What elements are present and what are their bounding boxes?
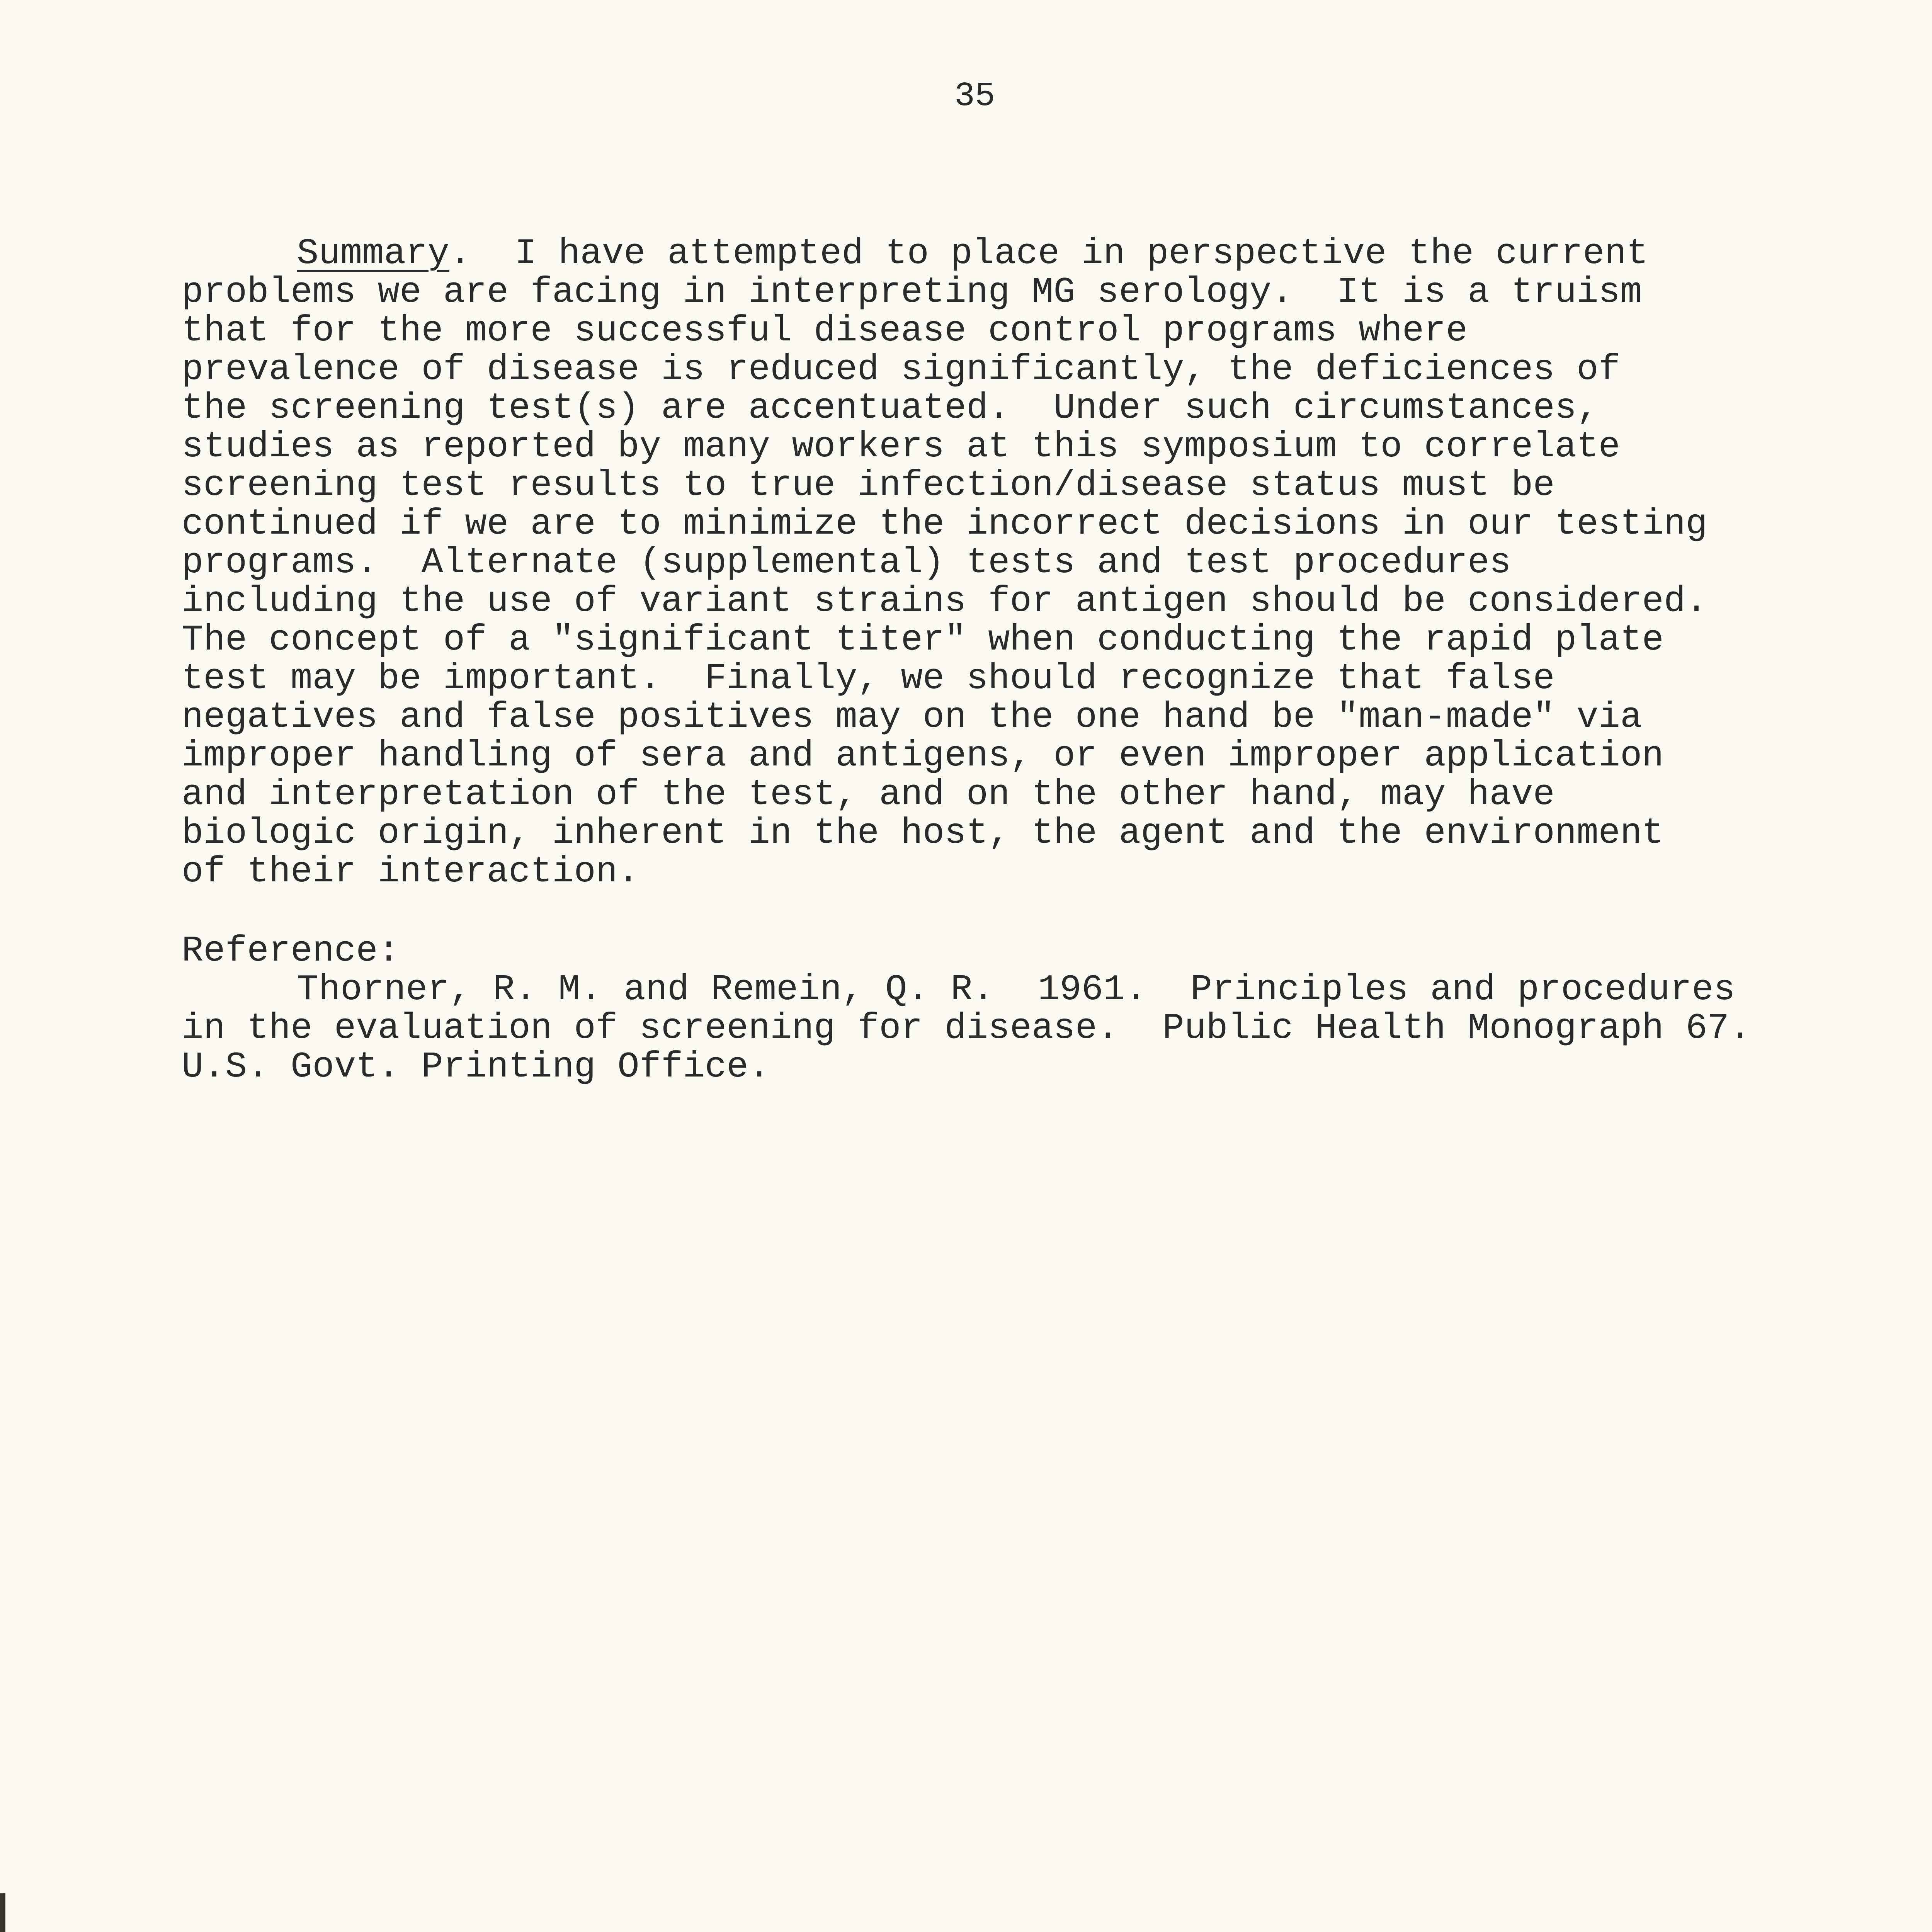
summary-heading: Summary (297, 233, 449, 274)
summary-line: continued if we are to minimize the incorrect decisions in our testing (182, 504, 1708, 545)
summary-line: The concept of a "significant titer" when conducting the rapid plate (182, 620, 1664, 661)
reference-line: Thorner, R. M. and Remein, Q. R. 1961. Principles and procedures (297, 969, 1736, 1010)
summary-line: biologic origin, inherent in the host, the agent and the environment (182, 813, 1664, 854)
summary-line: and interpretation of the test, and on the other hand, may have (182, 774, 1555, 815)
reference-heading: Reference: (182, 931, 400, 972)
summary-line: prevalence of disease is reduced significantly, the deficiences of (182, 349, 1621, 390)
summary-line: of their interaction. (182, 852, 639, 893)
summary-line: problems we are facing in interpreting MG serology. It is a truism (182, 272, 1642, 313)
page-edge-mark (0, 1893, 5, 1932)
summary-line: the screening test(s) are accentuated. Under such circumstances, (182, 388, 1599, 429)
summary-line: screening test results to true infection/disease status must be (182, 465, 1555, 506)
reference-line: in the evaluation of screening for disease. Public Health Monograph 67. (182, 1008, 1751, 1049)
summary-line: improper handling of sera and antigens, or even improper application (182, 736, 1664, 777)
summary-first-line-text: . I have attempted to place in perspective the current (449, 233, 1648, 274)
summary-line: negatives and false positives may on the one hand be "man-made" via (182, 697, 1642, 738)
summary-line: that for the more successful disease control programs where (182, 311, 1468, 352)
summary-line: programs. Alternate (supplemental) tests and test procedures (182, 543, 1511, 583)
summary-line (297, 235, 1648, 273)
summary-line: including the use of variant strains for antigen should be considered. (182, 581, 1708, 622)
reference-line: U.S. Govt. Printing Office. (182, 1047, 770, 1088)
page-number: 35 (954, 77, 995, 116)
summary-line: test may be important. Finally, we should recognize that false (182, 658, 1555, 699)
summary-line: studies as reported by many workers at this symposium to correlate (182, 427, 1621, 468)
